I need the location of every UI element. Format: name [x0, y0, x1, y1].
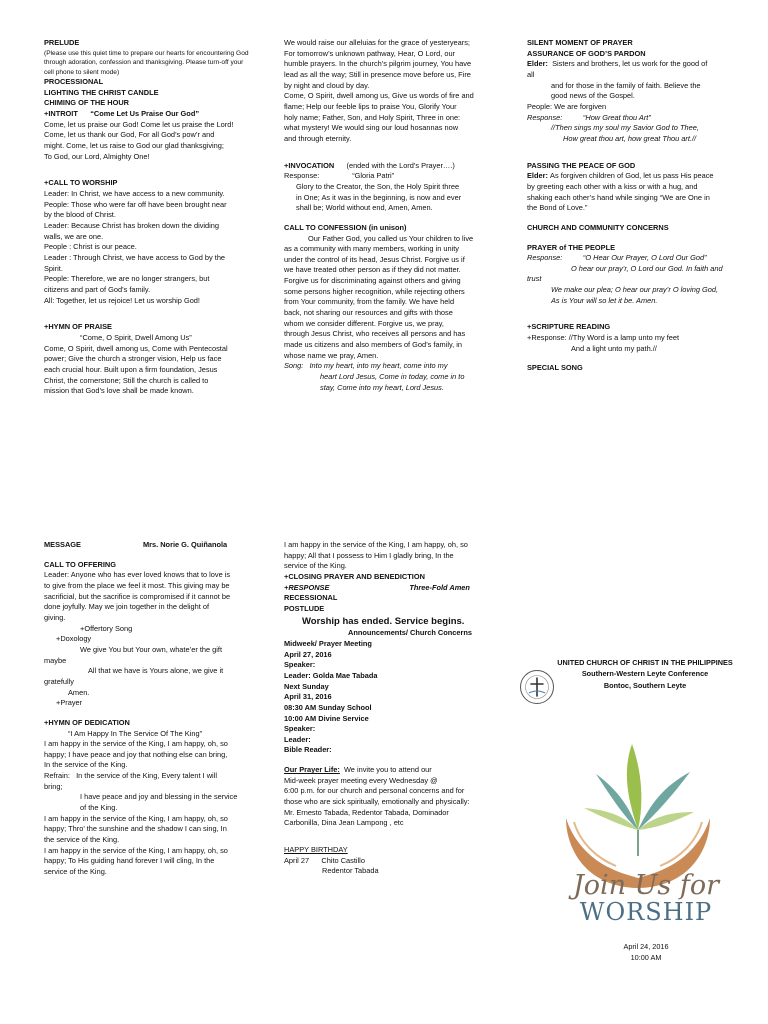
dedication-line: I am happy in the service of the King, I am happy, oh, so: [44, 739, 228, 749]
refrain-label: Refrain:: [44, 771, 70, 781]
dedication-line: the service of the King.: [44, 835, 120, 845]
peace-text: by greeting each other with a kiss or with a hug, and: [527, 181, 698, 191]
prelude-note: through adoration, confession and thanksgiving. Please turn-off your: [44, 59, 244, 67]
order-of-worship-part-3: [527, 38, 741, 374]
worship-ended-heading: Worship has ended. Service begins.: [302, 615, 465, 627]
introit-line: [44, 109, 258, 120]
prayer-of-people-heading: PRAYER of THE PEOPLE: [527, 242, 616, 252]
dedication-line: happy; Thro’ the sunshine and the shadow I can sing, In: [44, 824, 227, 834]
announcement-line: Speaker:: [284, 724, 316, 734]
hymn-line: Come, O Spirit, dwell among us, Come with Pentecostal: [44, 343, 228, 353]
dedication-line: happy; All that I possess to Him I gladly bring, In the: [284, 550, 454, 560]
offering-line: Leader: Anyone who has ever loved knows that to love is: [44, 570, 231, 580]
conference-name: Southern-Western Leyte Conference: [581, 669, 709, 679]
prelude-heading: PRELUDE: [44, 38, 80, 47]
chiming-heading: CHIMING OF THE HOUR: [44, 98, 129, 108]
peace-text: As forgiven children of God, let us pass His peace: [550, 171, 714, 181]
confession-line: back, not sharing our resources and gifts with those: [284, 308, 453, 318]
refrain-line: [44, 771, 258, 782]
introit-text: might. Come, let us raise to God our glad thanksgiving;: [44, 141, 224, 151]
closing-heading: +CLOSING PRAYER AND BENEDICTION: [284, 571, 425, 581]
order-of-worship-part-1: [44, 38, 258, 397]
order-of-worship-part-4: [44, 540, 258, 878]
hymn-line: flame; Help our feeble lips to praise You, Glorify Your: [284, 101, 457, 111]
invocation-note: (ended with the Lord’s Prayer….): [346, 160, 455, 170]
hymn-line: lead as all the way; Still in presence move before us, Fire: [284, 69, 471, 79]
dedication-line: service of the King.: [284, 561, 347, 571]
offertory-heading: +Offertory Song: [80, 623, 133, 633]
scripture-heading: +SCRIPTURE READING: [527, 322, 611, 332]
call-to-worship-line: Leader : Through Christ, we have access to God by the: [44, 252, 226, 262]
hear-text: trust: [527, 274, 542, 284]
announcements-heading: Announcements/ Church Concerns: [348, 628, 473, 638]
call-to-worship-line: walls, we are one.: [44, 231, 104, 241]
concerns-heading: CHURCH AND COMMUNITY CONCERNS: [527, 222, 669, 232]
scripture-response: And a light unto my path.//: [571, 343, 657, 353]
call-to-worship-line: People : Christ is our peace.: [44, 242, 137, 252]
offering-heading: CALL TO OFFERING: [44, 559, 116, 569]
call-to-worship-line: by the blood of Christ.: [44, 210, 116, 220]
doxology-text: gratefully: [44, 676, 74, 686]
birthday-date: April 27: [284, 855, 310, 865]
announcement-line: April 31, 2016: [284, 692, 332, 702]
response-label: Response:: [284, 171, 320, 181]
hymn-line: For tomorrow’s unknown pathway, Hear, O Lord, our: [284, 48, 456, 58]
dedication-line: bring;: [44, 781, 63, 791]
hymn-line: Come, O Spirit, dwell among us, Give us words of fire and: [284, 91, 474, 101]
confession-line: we have treated other person as if they did not matter.: [284, 265, 461, 275]
assurance-line: [527, 59, 741, 70]
hymn-of-praise-title: “Come, O Spirit, Dwell Among Us”: [80, 332, 192, 342]
confession-line: Our Father God, you called us Your children to live: [308, 233, 474, 243]
dedication-line: I am happy in the service of the King, I am happy, oh, so: [284, 540, 468, 549]
dedication-heading: +HYMN OF DEDICATION: [44, 717, 130, 727]
hymn-of-praise-heading: +HYMN OF PRAISE: [44, 322, 112, 332]
great-text: How great thou art, how great Thou art.//: [563, 133, 697, 143]
birthday-heading: HAPPY BIRTHDAY: [284, 845, 348, 855]
people-response: People: We are forgiven: [527, 101, 607, 111]
order-of-worship-part-2: [284, 38, 498, 393]
service-datetime: [566, 942, 726, 964]
dedication-line: In the service of the King, Every talent I will: [76, 771, 217, 781]
prelude-note: (Please use this quiet time to prepare our hearts for encountering God: [44, 49, 249, 57]
confession-line: from Your community, from the family. We have held: [284, 297, 455, 307]
hymn-line: holy name; Father, Son, and Holy Spirit, Three in one:: [284, 112, 461, 122]
elder-label: Elder:: [527, 171, 548, 181]
ucc-seal-icon: [519, 669, 555, 705]
announcement-line: Leader: Golda Mae Tabada: [284, 670, 378, 680]
hear-title: “O Hear Our Prayer, O Lord Our God”: [582, 253, 707, 263]
assurance-text: and for those in the family of faith. Believe the: [551, 80, 701, 90]
call-to-worship-line: Spirit.: [44, 263, 63, 273]
birthday-line: [284, 856, 498, 867]
hymn-line: humble prayers. In the church’s pilgrim journey, You have: [284, 59, 472, 69]
offering-line: giving.: [44, 612, 66, 622]
assurance-text: all: [527, 69, 535, 79]
peace-heading: PASSING THE PEACE OF GOD: [527, 160, 636, 170]
church-name: UNITED CHURCH OF CHRIST IN THE PHILIPPINES: [557, 658, 733, 667]
introit-text: To God, our Lord, Almighty One!: [44, 151, 150, 161]
assurance-heading: ASSURANCE OF GOD’S PARDON: [527, 48, 646, 58]
peace-line: [527, 171, 741, 182]
announcement-line: 10:00 AM Divine Service: [284, 713, 369, 723]
dedication-line: I have peace and joy and blessing in the service: [80, 792, 238, 802]
hear-line: [527, 253, 741, 264]
prayer-heading: +Prayer: [56, 698, 83, 708]
prayer-life-line: [284, 765, 498, 776]
order-of-worship-part-5: [284, 540, 498, 877]
doxology-text: maybe: [44, 655, 67, 665]
announcement-line: Next Sunday: [284, 681, 329, 691]
invocation-line: [284, 161, 498, 172]
message-heading: MESSAGE: [44, 540, 81, 549]
threefold-amen: Three-Fold Amen: [409, 582, 470, 592]
great-title: “How Great thou Art”: [582, 112, 651, 122]
dedication-line: happy; I have peace and joy that nothing else can bring,: [44, 749, 228, 759]
service-time: 10:00 AM: [630, 952, 662, 962]
dedication-title: “I Am Happy In The Service Of The King”: [68, 728, 203, 738]
call-to-worship-heading: +CALL TO WORSHIP: [44, 178, 118, 188]
confession-line: whom we consider different. Forgive us, we pray,: [284, 318, 444, 328]
silent-prayer-heading: SILENT MOMENT OF PRAYER: [527, 38, 633, 47]
hymn-line: by night and cloud by day.: [284, 80, 370, 90]
song-text: stay, Come into my heart, Lord Jesus.: [320, 382, 444, 392]
prayer-life-text: Carbonilla, Dina Jean Lampong , etc: [284, 818, 404, 828]
peace-text: shaking each other’s hand while singing “We are One in: [527, 192, 710, 202]
prayer-life-heading: Our Prayer Life:: [284, 765, 340, 775]
hymn-line: We would raise our alleluias for the grace of yesteryears;: [284, 38, 470, 47]
gloria-title: “Gloria Patri”: [352, 171, 395, 181]
message-line: [44, 540, 258, 551]
assurance-text: good news of the Gospel.: [551, 91, 635, 101]
hymn-line: each crucial hour. Built upon a firm foundation, Jesus: [44, 364, 218, 374]
hear-text: We make our plea; O hear our pray’r O loving God,: [551, 285, 719, 295]
doxology-text: Amen.: [68, 687, 90, 697]
prayer-life-text: We invite you to attend our: [343, 765, 432, 775]
confession-line: some persons higher recognition, while rejecting others: [284, 286, 465, 296]
response-heading: +RESPONSE: [284, 582, 330, 592]
dedication-line: In the service of the King.: [44, 760, 128, 770]
worship-heading: WORSHIP: [579, 898, 713, 926]
gloria-text: Glory to the Creator, the Son, the Holy Spirit three: [296, 181, 460, 191]
song-line: [284, 361, 498, 372]
prayer-life-text: Mr. Ernesto Tabada, Redentor Tabada, Dominador: [284, 807, 449, 817]
response-label: Response:: [527, 112, 563, 122]
recessional-heading: RECESSIONAL: [284, 593, 338, 603]
confession-line: made us citizens and also members of God’s family, in: [284, 340, 462, 350]
hear-text: O hear our pray’r, O Lord our God. In faith and: [571, 263, 723, 273]
hymn-line: what mystery! We would sing our loud hosannas now: [284, 123, 459, 133]
announcement-line: April 27, 2016: [284, 649, 332, 659]
call-to-worship-line: Leader: Because Christ has broken down the dividing: [44, 220, 220, 230]
prayer-life-text: Mid-week prayer meeting every Wednesday @: [284, 775, 438, 785]
confession-line: Forgive us for discriminating against others and giving: [284, 276, 461, 286]
confession-line: whose name we pray, Amen.: [284, 350, 379, 360]
gloria-line: [284, 171, 498, 182]
response-label: Response:: [527, 253, 563, 263]
dedication-line: happy; To His guiding hand forever I will cling, In the: [44, 856, 215, 866]
introit-text: Come, let us praise our God! Come let us praise the Lord!: [44, 119, 234, 129]
doxology-text: All that we have is Yours alone, we give it: [88, 666, 224, 676]
call-to-worship-line: People: Therefore, we are no longer strangers, but: [44, 274, 210, 284]
doxology-heading: +Doxology: [56, 634, 92, 644]
prayer-life-text: 6:00 p.m. for our church and personal concerns and for: [284, 786, 465, 796]
call-to-worship-line: Leader: In Christ, we have access to a new community.: [44, 189, 225, 199]
doxology-text: We give You but Your own, whate’er the gift: [80, 644, 223, 654]
hymn-line: Christ, the cornerstone; Still the church is called to: [44, 375, 209, 385]
song-text: heart Lord Jesus, Come in today, come in to: [320, 372, 465, 382]
gloria-text: shall be; World without end, Amen, Amen.: [296, 203, 433, 213]
announcement-line: Leader:: [284, 734, 311, 744]
processional-heading: PROCESSIONAL: [44, 77, 104, 87]
lighting-heading: LIGHTING THE CHRIST CANDLE: [44, 87, 159, 97]
dedication-line: I am happy in the service of the King, I am happy, oh, so: [44, 845, 228, 855]
confession-line: as a community with many members, working in unity: [284, 244, 459, 254]
announcement-line: Midweek/ Prayer Meeting: [284, 638, 372, 648]
call-to-worship-line: People: Those who were far off have been brought near: [44, 199, 227, 209]
confession-line: through Jesus Christ, who receives all persons and has: [284, 329, 466, 339]
introit-title: “Come Let Us Praise Our God”: [90, 109, 200, 119]
service-date: April 24, 2016: [623, 942, 669, 951]
response-line: [284, 583, 498, 594]
announcement-line: 08:30 AM Sunday School: [284, 702, 372, 712]
assurance-text: Sisters and brothers, let us work for the good of: [552, 59, 708, 69]
prayer-life-text: those who are sick spiritually, emotionally and physically:: [284, 797, 470, 807]
great-line: [527, 113, 741, 124]
hymn-line: mission that God’s love shall be made known.: [44, 386, 194, 396]
scripture-response: +Response: //Thy Word is a lamp unto my feet: [527, 333, 680, 343]
join-us-heading: Join Us for: [572, 870, 720, 901]
confession-line: under the control of its head, Jesus Christ. Forgive us if: [284, 254, 465, 264]
great-text: //Then sings my soul my Savior God to Thee,: [551, 123, 699, 133]
gloria-text: in One; As it was in the beginning, is now and ever: [296, 192, 462, 202]
elder-label: Elder:: [527, 59, 548, 69]
dedication-line: of the King.: [80, 803, 118, 813]
offering-line: done joyfully. May we join together in the delight of: [44, 602, 210, 612]
invocation-heading: +INVOCATION: [284, 160, 335, 170]
introit-heading: +INTROIT: [44, 109, 78, 119]
church-location: Bontoc, Southern Leyte: [603, 680, 687, 690]
announcement-line: Bible Reader:: [284, 745, 332, 755]
announcement-line: Speaker:: [284, 660, 316, 670]
confession-heading: CALL TO CONFESSION (in unison): [284, 222, 407, 232]
song-label: Song:: [284, 361, 304, 371]
call-to-worship-line: All: Together, let us rejoice! Let us worship God!: [44, 295, 200, 305]
song-text: Into my heart, into my heart, come into my: [309, 361, 448, 371]
postlude-heading: POSTLUDE: [284, 603, 325, 613]
introit-text: Come, let us thank our God, For all God’s pow’r and: [44, 130, 215, 140]
offering-line: sacrificial, but the sacrifice is compromised if it cannot be: [44, 591, 231, 601]
peace-text: the Bond of Love.”: [527, 203, 588, 213]
hymn-line: and through eternity.: [284, 133, 352, 143]
message-speaker: Mrs. Norie G. Quiñanola: [142, 540, 228, 549]
prelude-note: cell phone to silent mode): [44, 68, 120, 76]
call-to-worship-line: citizens and part of God’s family.: [44, 284, 151, 294]
dedication-line: service of the King.: [44, 867, 107, 877]
hear-text: As is Your will so let it be. Amen.: [551, 295, 658, 305]
birthday-name: Chito Castillo: [321, 855, 365, 865]
special-song-heading: SPECIAL SONG: [527, 363, 583, 373]
dedication-line: I am happy in the service of the King, I am happy, oh, so: [44, 813, 228, 823]
hymn-line: power; Give the church a stronger vision, Help us face: [44, 354, 222, 364]
birthday-name: Redentor Tabada: [322, 866, 379, 876]
offering-line: to give from the place we feel it most. This giving may be: [44, 580, 230, 590]
church-header: [537, 657, 753, 691]
